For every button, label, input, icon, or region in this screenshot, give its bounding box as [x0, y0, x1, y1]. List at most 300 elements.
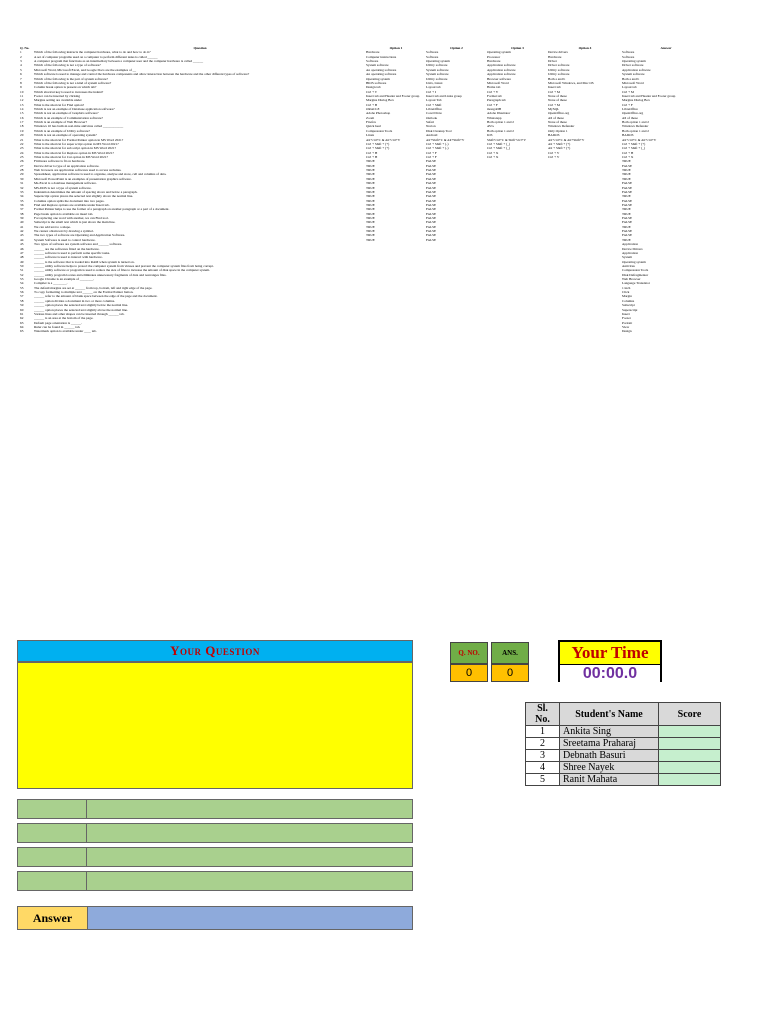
row-option3: Format tab: [487, 93, 502, 98]
question-bank-row: [20, 329, 710, 333]
row-question: Which of the following instructs the computer hardware, what to do and how to do it?: [34, 50, 151, 55]
row-question: Default page orientation is ______.: [34, 320, 82, 325]
row-option2: FALSE: [426, 220, 437, 225]
row-option4: Hardware: [548, 54, 562, 59]
row-answer: FALSE: [622, 198, 633, 203]
row-option4: Ctrl + V: [548, 154, 560, 159]
row-answer: Language Translator: [622, 281, 650, 286]
row-question: Which of the following is not a type of software?: [34, 63, 101, 68]
row-option2: Android: [426, 133, 438, 138]
row-option2: [426, 329, 487, 333]
score-header-slno: Sl. No.: [526, 703, 560, 726]
row-qno: 47: [20, 250, 24, 255]
row-option1: Ctrl + Shift + (+): [366, 146, 390, 151]
row-answer: Driver software: [622, 63, 644, 68]
row-option1: TRUE: [366, 176, 375, 181]
row-option4: Utility software: [548, 72, 570, 77]
score-header-score: Score: [659, 703, 721, 726]
row-answer: Subscript: [622, 303, 635, 308]
row-answer: Ctrl + H: [622, 150, 634, 155]
row-question: What is the shortcut for sub script option in MS Word 2021?: [34, 146, 117, 151]
row-option1: Margins Dialog Box: [366, 98, 394, 103]
row-answer: Alt+ctrl+C & Alt+ctrl+V: [622, 137, 657, 142]
student-name: Debnath Basuri: [560, 750, 659, 762]
row-option1: Firefox: [366, 120, 376, 125]
row-answer: TRUE: [622, 194, 631, 199]
row-option3: Operating system: [487, 50, 511, 55]
row-answer: Both a and b: [622, 76, 640, 81]
option-row-4[interactable]: [17, 871, 413, 891]
row-option1: TRUE: [366, 237, 375, 242]
row-answer: FALSE: [622, 189, 633, 194]
row-answer: Insert tab and Header and Footer group: [622, 93, 676, 98]
row-option4: Alt+ctrl+C & Alt+Shift+V: [548, 137, 585, 142]
row-option1: Operating system: [366, 76, 390, 81]
row-option4: Driver: [548, 59, 557, 64]
row-question: Microsoft Word, Microsoft Excel, and Google Docs are the examples of __: [34, 67, 137, 72]
row-qno: 38: [20, 211, 24, 216]
row-qno: 14: [20, 107, 24, 112]
row-question: Which is not an example of Graphics software?: [34, 111, 99, 116]
row-qno: 13: [20, 102, 24, 107]
row-option2: Utility software: [426, 63, 448, 68]
row-answer: Application software: [622, 67, 651, 72]
row-qno: 2: [20, 54, 22, 59]
row-option1: Design tab: [366, 85, 381, 90]
row-option4: None of these: [548, 120, 567, 125]
row-qno: 64: [20, 325, 24, 329]
row-answer: TRUE: [622, 168, 631, 173]
row-question: Device driver is type of an application software.: [34, 163, 100, 168]
row-qno: 31: [20, 181, 24, 186]
option-value-4[interactable]: [87, 872, 412, 890]
row-question: ______ refer to the amount of blank space between the edge of the page and the document.: [34, 294, 158, 299]
row-option4: Insert tab: [548, 85, 561, 90]
row-option4: [548, 329, 622, 333]
row-option4: None of these: [548, 93, 567, 98]
row-qno: 37: [20, 207, 24, 212]
timer-label: Your Time: [560, 642, 660, 665]
row-answer: System: [622, 255, 632, 260]
score-row: [526, 738, 721, 750]
row-option2: FALSE: [426, 159, 437, 164]
row-qno: 22: [20, 141, 24, 146]
row-option1: System software: [366, 63, 389, 68]
row-option1: TRUE: [366, 185, 375, 190]
row-option3: Ctrl + X: [487, 154, 499, 159]
row-answer: Compression Tools: [622, 268, 649, 273]
row-option3: Processor: [487, 54, 501, 59]
row-question: Windows 10 has built-in real-time antivirus called ____________: [34, 124, 124, 129]
question-bank-table: [20, 46, 710, 334]
header-question: Question: [193, 46, 207, 50]
row-option2: FALSE: [426, 207, 437, 212]
row-question: Spreadsheet, application software is used to organise, analyse and store, cell and columns of data.: [34, 172, 167, 177]
row-question: Superscript option places the selected text slightly above the normal line.: [34, 194, 134, 199]
score-header-row: [526, 703, 721, 726]
row-answer: TRUE: [622, 237, 631, 242]
row-qno: 18: [20, 124, 24, 129]
row-answer: System software: [622, 72, 645, 77]
option-row-3[interactable]: [17, 847, 413, 867]
row-question: To copy formatting to multiple text ______ on the Format Painter button.: [34, 290, 134, 295]
row-qno: 60: [20, 307, 24, 312]
row-question: What is the shortcut for super script option in MS Word 2021?: [34, 141, 119, 146]
row-option3: Browser software: [487, 76, 512, 81]
row-question: Which is an example of Utility software?: [34, 128, 90, 133]
row-qno: 17: [20, 120, 24, 125]
row-answer: Ctrl + F: [622, 102, 633, 107]
row-option1: Ctrl + Shift + (+): [366, 141, 390, 146]
row-qno: 41: [20, 224, 24, 229]
option-row-2[interactable]: [17, 823, 413, 843]
row-question: Indentation determines the amount of spacing above and below a paragraph.: [34, 189, 138, 194]
row-answer: Application: [622, 242, 639, 247]
row-question: Which is not an example of operating system?: [34, 133, 97, 138]
row-qno: 24: [20, 150, 24, 155]
row-option4: Windows Defender: [548, 124, 575, 129]
row-qno: 43: [20, 233, 24, 238]
row-qno: 62: [20, 316, 24, 321]
row-question: Which software is used to manage and control the hardware components and allow interaction between the hardware and the other different types of software?: [34, 72, 250, 77]
option-key-4: [18, 872, 87, 890]
row-qno: 27: [20, 163, 24, 168]
row-answer: OpenOffice.org: [622, 111, 644, 116]
row-question: ______ utility software helps to protect the computer system from viruses and prevent the computer system files from being corrupt.: [34, 263, 214, 268]
header-option2: Option 2: [450, 46, 463, 50]
student-score[interactable]: [659, 726, 721, 738]
row-qno: 36: [20, 202, 24, 207]
row-answer: 1 inch: [622, 285, 631, 290]
row-qno: 55: [20, 285, 24, 290]
timer-value: 00:00.0: [560, 665, 660, 683]
row-option2: FALSE: [426, 233, 437, 238]
row-option3: Ctrl + X: [487, 150, 499, 155]
header-answer: Answer: [660, 46, 672, 50]
row-option1: Linux: [366, 133, 375, 138]
row-question: What is the shortcut for Cut option in MS Word 2021?: [34, 154, 108, 159]
row-option2: Disk Cleanup Tool: [426, 128, 452, 133]
row-qno: 50: [20, 263, 24, 268]
row-option1: Quick heal: [366, 124, 381, 129]
row-answer: Antivirus: [622, 263, 635, 268]
row-option3: WhatsApp: [487, 115, 502, 120]
row-option3: Ctrl + F: [487, 102, 498, 107]
row-question: ______ software is used to perform some specific tasks.: [34, 250, 110, 255]
row-question: What is the shortcut for Replace option in MS Word 2021?: [34, 150, 114, 155]
row-option2: System software: [426, 72, 449, 77]
row-option3: AVG: [487, 124, 494, 129]
question-bank-rows: [20, 50, 710, 333]
row-question: Footer can be inserted by clicking: [34, 93, 81, 98]
row-option1: Adobe Photoshop: [366, 111, 391, 116]
row-option2: FALSE: [426, 172, 437, 177]
row-answer: Application: [622, 250, 639, 255]
row-option4: All of these: [548, 115, 564, 120]
row-option1: TRUE: [366, 163, 375, 168]
qno-value: 0: [450, 664, 488, 682]
row-option1: Insert tab and Header and Footer group: [366, 93, 420, 98]
row-qno: 15: [20, 111, 24, 116]
row-option2: Alt+Shift+C & Alt+Shift+V: [426, 137, 465, 142]
row-qno: 16: [20, 115, 24, 120]
timer-panel: [558, 640, 662, 682]
row-option3: Ctrl + Y: [487, 89, 499, 94]
row-question: ______ is the software that is loaded into RAM when system is turned on.: [34, 259, 135, 264]
row-option4: BADOS: [548, 133, 560, 138]
row-answer: Portrait: [622, 320, 633, 325]
row-option3: Ctrl + Shift + (_): [487, 146, 511, 151]
row-qno: 10: [20, 89, 24, 94]
row-option1: TRUE: [366, 229, 375, 234]
row-question: The default margins are set at ______ from top, bottom, left and right edge of the page.: [34, 285, 153, 290]
row-qno: 33: [20, 189, 24, 194]
row-option1: TRUE: [366, 198, 375, 203]
row-answer: LibreOffice: [622, 107, 638, 112]
row-question: Web browsers are application softwares used to access websites.: [34, 168, 122, 173]
row-option3: IOS: [487, 133, 493, 138]
row-qno: 29: [20, 172, 24, 177]
row-option2: FALSE: [426, 224, 437, 229]
row-qno: 9: [20, 85, 22, 90]
row-qno: 53: [20, 277, 24, 282]
row-question: ______ is an area at the bottom of the page.: [34, 316, 94, 321]
row-qno: 40: [20, 220, 24, 225]
row-question: Various lines and other shapes can be inserted through ______ tab.: [34, 311, 125, 316]
row-answer: FALSE: [622, 202, 633, 207]
row-qno: 58: [20, 298, 24, 303]
row-option2: Software: [426, 54, 439, 59]
row-answer: FALSE: [622, 233, 633, 238]
row-answer: Design: [622, 329, 632, 334]
row-option2: FALSE: [426, 168, 437, 173]
row-option4: Ctrl + M: [548, 89, 560, 94]
row-option2: FALSE: [426, 163, 437, 168]
score-header-name: Student's Name: [560, 703, 659, 726]
row-option1: Compression Tools: [366, 128, 393, 133]
row-question: Which of the following is the part of system software?: [34, 76, 108, 81]
question-text-area[interactable]: [17, 662, 413, 789]
row-option1: Software: [366, 59, 379, 64]
header-qno: Q. No.: [20, 46, 30, 50]
row-qno: 63: [20, 320, 24, 325]
option-key-2: [18, 824, 87, 842]
option-row-1[interactable]: [17, 799, 413, 819]
option-key-3: [18, 848, 87, 866]
student-name: Sreetama Praharaj: [560, 738, 659, 750]
row-option2: Utility software: [426, 76, 448, 81]
row-option3: Adobe Illustrator: [487, 111, 511, 116]
row-answer: FALSE: [622, 216, 633, 221]
option-value-3[interactable]: [87, 848, 412, 866]
row-answer: View: [622, 325, 630, 329]
row-option2: FALSE: [426, 181, 437, 186]
row-option1: TRUE: [366, 194, 375, 199]
row-question: Which of the following is not a kind of system software?: [34, 80, 112, 85]
header-option1: Option 1: [389, 46, 403, 50]
row-answer: Superscript: [622, 307, 638, 312]
row-qno: 5: [20, 67, 22, 72]
row-question: For replacing one word with another, we can Find tool.: [34, 216, 109, 221]
row-option1: Computer instructions: [366, 54, 397, 59]
score-row: [526, 774, 721, 786]
row-answer: FALSE: [622, 185, 633, 190]
row-qno: 6: [20, 72, 22, 77]
row-option2: Ctrl + Shift + (-): [426, 141, 449, 146]
row-qno: 12: [20, 98, 24, 103]
row-option2: FALSE: [426, 237, 437, 242]
row-answer: Insert: [622, 311, 630, 316]
row-qno: 44: [20, 237, 24, 242]
row-option3: Home tab: [487, 85, 501, 90]
row-option2: Ctrl + F: [426, 150, 437, 155]
row-question: Compiler is a ________.: [34, 281, 68, 286]
row-option1: TRUE: [366, 216, 375, 221]
row-answer: FALSE: [622, 220, 633, 225]
row-option2: Unix, Linux: [426, 80, 443, 85]
row-option1: TRUE: [366, 181, 375, 186]
row-qno: 42: [20, 229, 24, 234]
row-option2: Ctrl + I: [426, 89, 437, 94]
student-score[interactable]: [659, 762, 721, 774]
row-option2: Insert tab and Links group: [426, 93, 462, 98]
row-question: Microsoft PowerPoint is an examples of presentation graphics software.: [34, 176, 132, 181]
row-qno: 20: [20, 133, 24, 138]
row-question: Which is an example of Web Browser?: [34, 120, 87, 125]
row-qno: 52: [20, 272, 24, 277]
row-option2: Corel Draw: [426, 111, 442, 116]
row-option1: TRUE: [366, 168, 375, 173]
row-answer: Ctrl + M: [622, 89, 634, 94]
row-option2: Operating system: [426, 59, 450, 64]
row-qno: 39: [20, 216, 24, 221]
row-option2: LibreOffice: [426, 107, 442, 112]
student-slno: 3: [526, 750, 560, 762]
row-answer: Disk Defragmenter: [622, 272, 649, 277]
row-answer: Margins Dialog Box: [622, 98, 650, 103]
row-option4: Only Option 1: [548, 128, 568, 133]
row-option3: Hardware: [487, 59, 501, 64]
student-score[interactable]: [659, 738, 721, 750]
row-option2: FALSE: [426, 211, 437, 216]
row-option2: Software: [426, 50, 439, 55]
row-option2: FALSE: [426, 216, 437, 221]
answer-row[interactable]: [17, 906, 413, 930]
row-option2: Layout tab: [426, 85, 441, 90]
row-qno: 34: [20, 194, 24, 199]
row-option1: An operating software: [366, 72, 397, 77]
row-question: Ms-Excel is a database management software.: [34, 181, 97, 186]
row-answer: TRUE: [622, 224, 631, 229]
row-option1: TRUE: [366, 224, 375, 229]
row-question: Which is an example of Communication software?: [34, 115, 103, 120]
row-question: ______ option divides a document in two or more columns.: [34, 298, 115, 303]
header-option4: Option 4: [578, 46, 592, 50]
row-qno: 56: [20, 290, 24, 295]
row-answer: Footer: [622, 316, 631, 321]
question-title: Your Question: [170, 643, 260, 658]
score-row: [526, 762, 721, 774]
student-score[interactable]: [659, 750, 721, 762]
row-option1: Alt+ctrl+C & Alt+ctrl+V: [366, 137, 401, 142]
row-question: Which shortcut key is used to increases the indent?: [34, 89, 104, 94]
score-row: [526, 750, 721, 762]
row-qno: 51: [20, 268, 24, 273]
row-option2: Norton: [426, 124, 436, 129]
row-option3: Shift+ctrl+C & Shift+ctrl+V: [487, 137, 526, 142]
row-question: ______ are the softwares fitted on the hardware.: [34, 246, 100, 251]
row-answer: TRUE: [622, 159, 631, 164]
student-score[interactable]: [659, 774, 721, 786]
answer-value[interactable]: [88, 907, 412, 929]
row-answer: Windows Defender: [622, 124, 649, 129]
row-answer: Ctrl + X: [622, 154, 634, 159]
question-title-bar: [17, 640, 413, 662]
row-qno: 30: [20, 176, 24, 181]
row-option4: Driver software: [548, 63, 570, 68]
row-option2: Ctrl + F: [426, 154, 437, 159]
row-option3: Paragraph tab: [487, 98, 506, 103]
row-option1: TRUE: [366, 233, 375, 238]
row-option1: TRUE: [366, 202, 375, 207]
row-option1: Ctrl + T: [366, 89, 377, 94]
row-option2: FALSE: [426, 229, 437, 234]
row-option1: TRUE: [366, 159, 375, 164]
row-option1: TRUE: [366, 211, 375, 216]
row-question: Format Painter helps to use the format of a paragraph on another paragraph or a part of a document.: [34, 207, 170, 212]
row-option4: Utility software: [548, 67, 570, 72]
row-question: A computer program that functions as an intermediary between a computer user and the computer hardware is called ______: [34, 59, 204, 64]
row-question: ______ utility software or program is used to reduce the size of files to increase the amount of disk space in the computer system.: [34, 268, 210, 273]
row-option1: TRUE: [366, 207, 375, 212]
option-value-2[interactable]: [87, 824, 412, 842]
row-answer: Click: [622, 290, 630, 295]
row-question: System Software is used to control hardware.: [34, 237, 96, 242]
row-question: Google Chrome is an example of ________.: [34, 277, 95, 282]
student-slno: 5: [526, 774, 560, 786]
row-option4: OpenOffice.org: [548, 111, 570, 116]
answer-label: Answer: [18, 907, 88, 929]
row-option2: Safari: [426, 120, 435, 125]
row-option2: FALSE: [426, 189, 437, 194]
row-question: Margins setting are available under: [34, 98, 82, 103]
row-qno: 1: [20, 50, 22, 55]
row-option1: Zoom: [366, 115, 375, 120]
row-question: We can add text to a shape.: [34, 224, 71, 229]
row-answer: Both option 1 and 2: [622, 128, 649, 133]
row-qno: 21: [20, 137, 24, 142]
row-option1: An operating software: [366, 67, 397, 72]
student-slno: 4: [526, 762, 560, 774]
row-question: What is the shortcut for Format Painter option in MS Word 2021?: [34, 137, 124, 142]
row-answer: Operating system: [622, 259, 646, 264]
row-option3: Application software: [487, 67, 516, 72]
row-option2: Outlook: [426, 115, 438, 120]
row-answer: Software: [622, 54, 635, 59]
row-answer: Ctrl + Shift + (_): [622, 146, 646, 151]
row-answer: FALSE: [622, 229, 633, 234]
row-option3: Both option 1 and 2: [487, 128, 514, 133]
row-option3: Application software: [487, 72, 516, 77]
score-row: [526, 726, 721, 738]
row-option2: FALSE: [426, 202, 437, 207]
row-option3: Both option 1 and 2: [487, 120, 514, 125]
option-value-1[interactable]: [87, 800, 412, 818]
row-option2: Layout Tab: [426, 98, 442, 103]
row-option2: FALSE: [426, 185, 437, 190]
row-qno: 61: [20, 311, 24, 316]
row-option1: Ctrl + H: [366, 150, 378, 155]
